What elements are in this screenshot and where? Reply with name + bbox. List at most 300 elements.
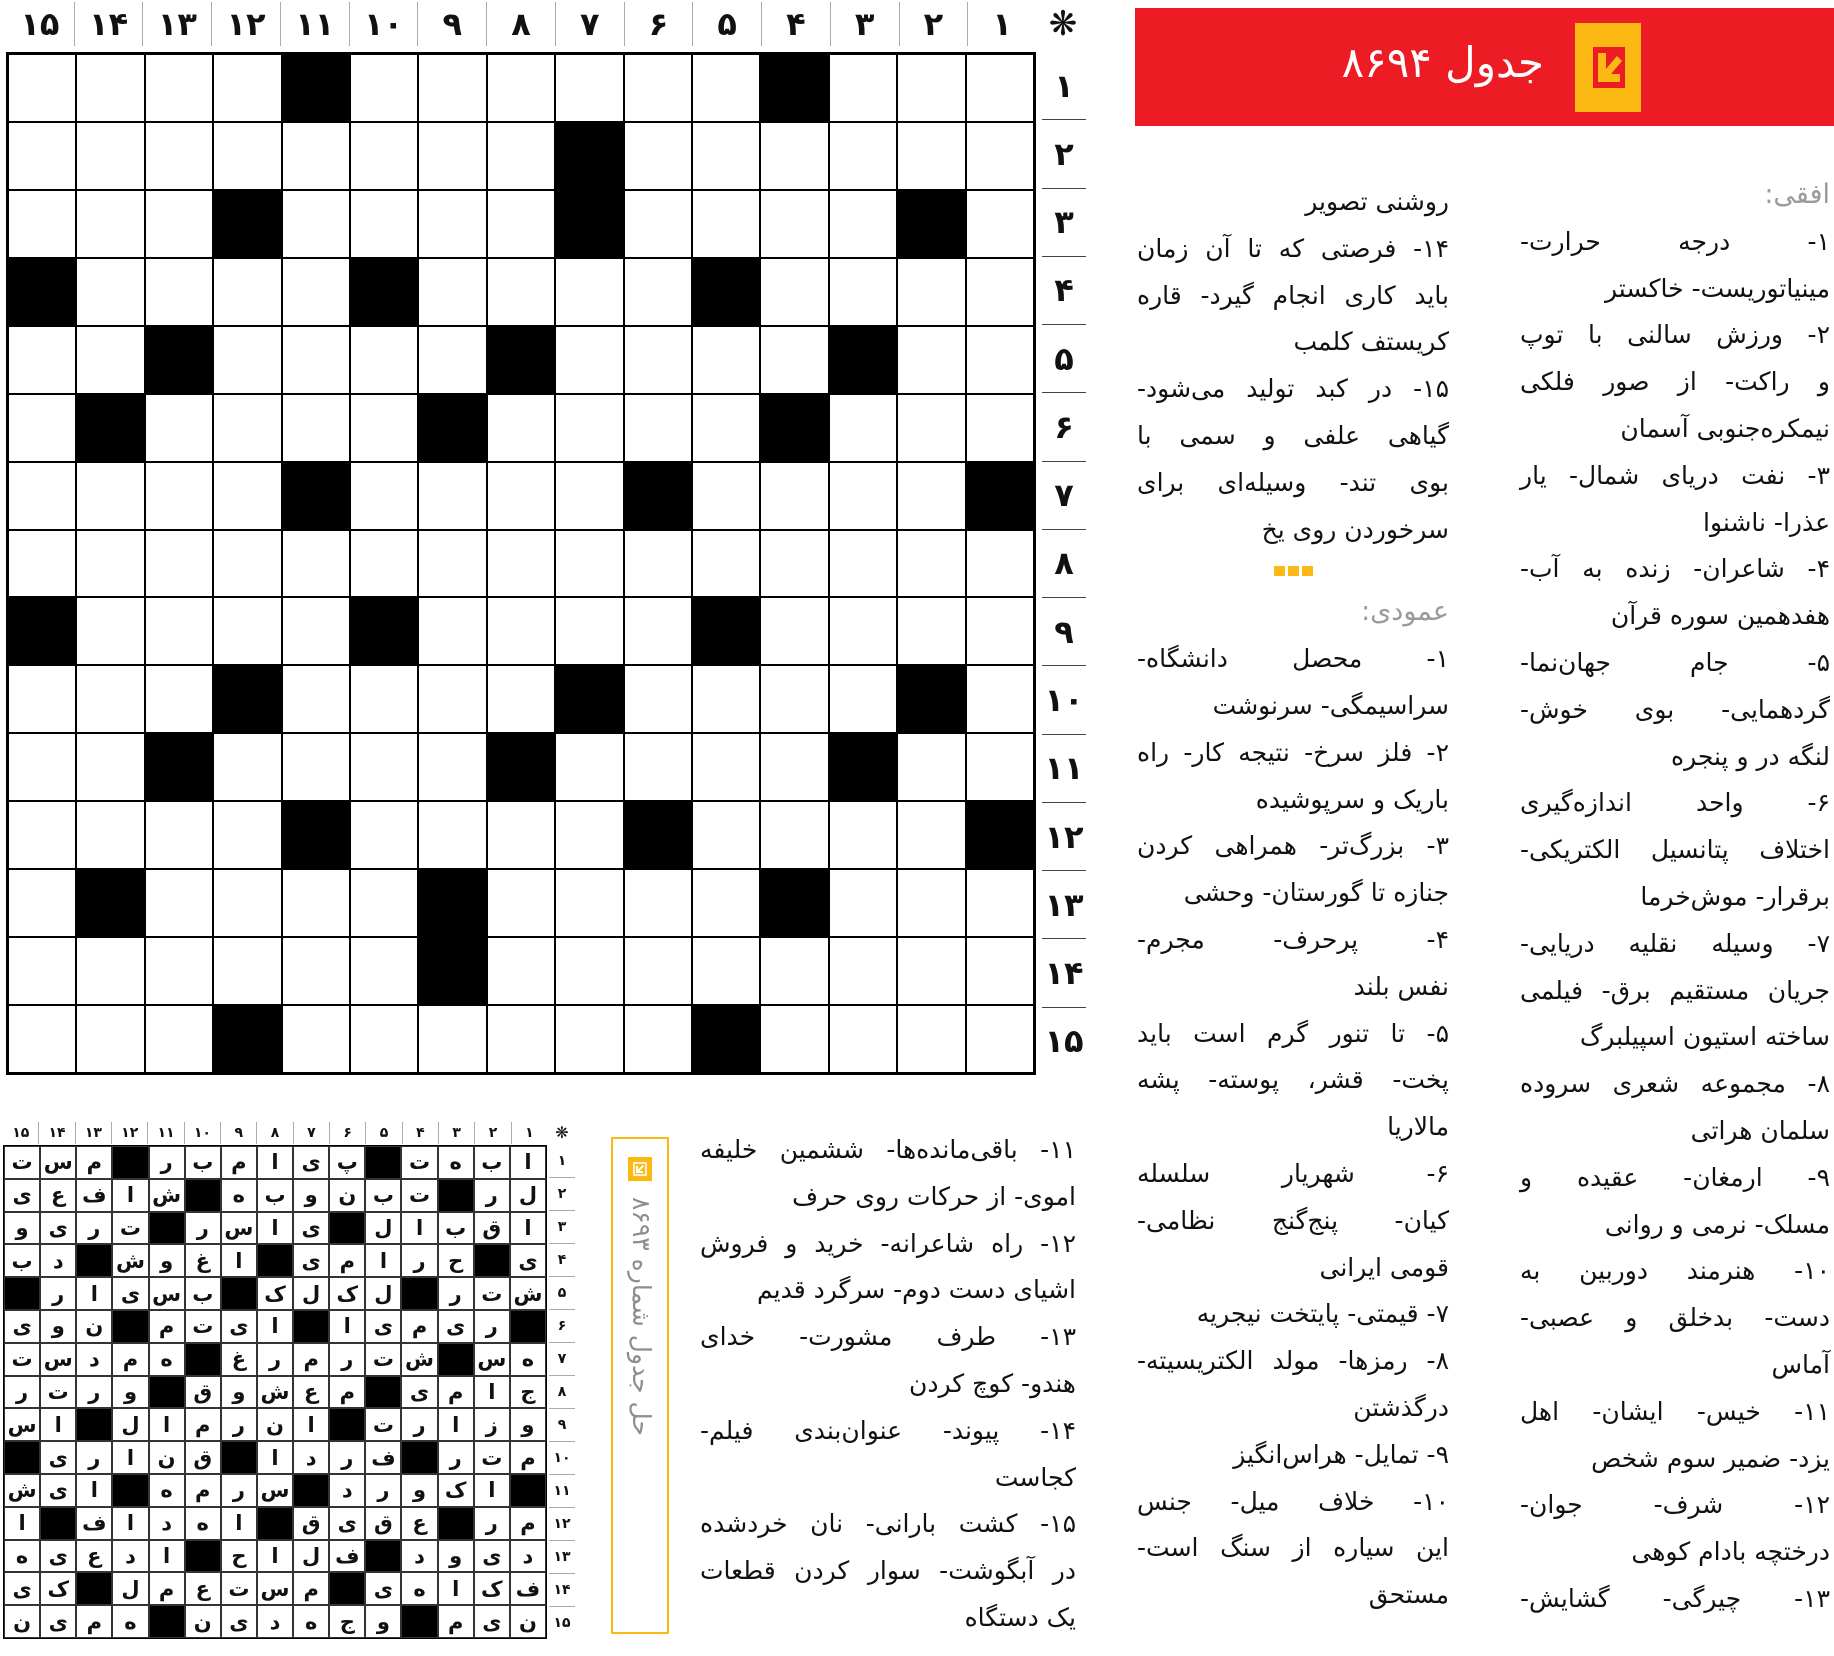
solution-cell: ب (257, 1179, 293, 1212)
solution-cell: ج (329, 1605, 365, 1638)
grid-cell[interactable] (350, 733, 418, 801)
grid-cell[interactable] (213, 54, 281, 122)
grid-cell[interactable] (8, 937, 76, 1005)
grid-cell[interactable] (487, 801, 555, 869)
solution-cell: ع (40, 1179, 76, 1212)
grid-cell[interactable] (555, 937, 623, 1005)
grid-cell[interactable] (418, 733, 486, 801)
clue-line: ۸- مجموعه شعری سروده (1520, 1069, 1830, 1099)
grid-cell[interactable] (487, 597, 555, 665)
grid-cell[interactable] (487, 394, 555, 462)
grid-cell[interactable] (487, 122, 555, 190)
solution-cell: ا (510, 1212, 546, 1245)
black-cell (692, 1005, 760, 1073)
solution-cell: ر (4, 1376, 40, 1409)
solution-cell: ر (185, 1212, 221, 1245)
grid-cell[interactable] (8, 869, 76, 937)
clue-line: ۷- قیمتی- پایتخت نیجریه (1196, 1299, 1449, 1329)
grid-cell[interactable] (145, 869, 213, 937)
grid-cell[interactable] (8, 733, 76, 801)
black-cell (282, 801, 350, 869)
grid-cell[interactable] (145, 54, 213, 122)
grid-cell[interactable] (692, 54, 760, 122)
grid-cell[interactable] (829, 530, 897, 598)
solution-cell: غ (221, 1343, 257, 1376)
grid-cell[interactable] (624, 937, 692, 1005)
grid-cell[interactable] (487, 530, 555, 598)
black-cell (829, 326, 897, 394)
grid-cell[interactable] (692, 122, 760, 190)
grid-cell[interactable] (760, 530, 828, 598)
grid-cell[interactable] (829, 869, 897, 937)
solution-cell: ر (401, 1408, 437, 1441)
grid-cell[interactable] (555, 733, 623, 801)
solution-cell: ر (76, 1441, 112, 1474)
grid-cell[interactable] (418, 597, 486, 665)
clue-line: ۳- بزرگ‌تر- همراهی کردن (1137, 831, 1449, 861)
grid-cell[interactable] (418, 665, 486, 733)
solution-cell: م (438, 1376, 474, 1409)
grid-cell[interactable] (555, 530, 623, 598)
clue-line: جنازه تا گورستان- وحشی (1183, 878, 1449, 908)
grid-cell[interactable] (829, 394, 897, 462)
grid-cell[interactable] (350, 190, 418, 258)
black-cell (401, 1605, 437, 1638)
grid-cell[interactable] (145, 258, 213, 326)
grid-cell[interactable] (8, 801, 76, 869)
grid-cell[interactable] (692, 937, 760, 1005)
grid-cell[interactable] (418, 190, 486, 258)
solution-cell: ن (185, 1605, 221, 1638)
grid-cell[interactable] (624, 258, 692, 326)
black-cell (510, 1474, 546, 1507)
column-number: ۷ (555, 2, 624, 46)
grid-cell[interactable] (213, 937, 281, 1005)
grid-cell[interactable] (829, 801, 897, 869)
grid-cell[interactable] (213, 801, 281, 869)
solution-cell: ا (329, 1310, 365, 1343)
grid-cell[interactable] (76, 326, 144, 394)
solution-cell: د (510, 1540, 546, 1573)
grid-cell[interactable] (282, 937, 350, 1005)
column-number: ۸ (256, 1122, 292, 1144)
column-number: ۱۲ (211, 2, 280, 46)
grid-cell[interactable] (145, 597, 213, 665)
solution-cell: د (401, 1540, 437, 1573)
solution-cell: ش (4, 1474, 40, 1507)
grid-cell[interactable] (8, 394, 76, 462)
grid-cell[interactable] (829, 190, 897, 258)
grid-cell[interactable] (76, 530, 144, 598)
grid-cell[interactable] (350, 801, 418, 869)
separator-square (1288, 566, 1299, 576)
grid-cell[interactable] (145, 122, 213, 190)
black-cell (760, 394, 828, 462)
black-cell (418, 394, 486, 462)
column-number: ۳ (438, 1122, 474, 1144)
grid-cell[interactable] (897, 1005, 965, 1073)
solution-cell: ت (112, 1212, 148, 1245)
grid-cell[interactable] (897, 394, 965, 462)
grid-cell[interactable] (966, 733, 1034, 801)
grid-cell[interactable] (966, 530, 1034, 598)
solution-cell: ا (149, 1408, 185, 1441)
grid-cell[interactable] (829, 665, 897, 733)
grid-cell[interactable] (966, 258, 1034, 326)
grid-cell[interactable] (282, 665, 350, 733)
grid-cell[interactable] (897, 462, 965, 530)
grid-cell[interactable] (555, 801, 623, 869)
grid-cell[interactable] (555, 462, 623, 530)
solution-cell: ع (76, 1540, 112, 1573)
grid-cell[interactable] (418, 122, 486, 190)
grid-cell[interactable] (555, 597, 623, 665)
grid-cell[interactable] (350, 394, 418, 462)
black-cell (829, 733, 897, 801)
grid-cell[interactable] (555, 394, 623, 462)
column-number: ۴ (761, 2, 830, 46)
grid-cell[interactable] (760, 665, 828, 733)
grid-cell[interactable] (213, 258, 281, 326)
black-cell (401, 1277, 437, 1310)
grid-cell[interactable] (829, 937, 897, 1005)
solution-cell: ک (474, 1572, 510, 1605)
grid-cell[interactable] (487, 258, 555, 326)
grid-cell[interactable] (282, 869, 350, 937)
grid-cell[interactable] (829, 597, 897, 665)
grid-cell[interactable] (555, 1005, 623, 1073)
solution-cell: م (438, 1605, 474, 1638)
grid-cell[interactable] (897, 801, 965, 869)
grid-cell[interactable] (897, 597, 965, 665)
grid-cell[interactable] (555, 326, 623, 394)
grid-column-numbers (6, 2, 1036, 46)
grid-cell[interactable] (966, 937, 1034, 1005)
grid-cell[interactable] (418, 54, 486, 122)
grid-cell[interactable] (624, 54, 692, 122)
grid-cell[interactable] (624, 1005, 692, 1073)
grid-cell[interactable] (76, 54, 144, 122)
grid-cell[interactable] (692, 530, 760, 598)
grid-cell[interactable] (692, 462, 760, 530)
grid-cell[interactable] (829, 54, 897, 122)
grid-cell[interactable] (897, 122, 965, 190)
grid-cell[interactable] (624, 326, 692, 394)
clues-column-bottom (700, 1127, 1076, 1642)
grid-cell[interactable] (897, 869, 965, 937)
grid-cell[interactable] (76, 462, 144, 530)
grid-cell[interactable] (966, 54, 1034, 122)
solution-cell: س (149, 1277, 185, 1310)
row-number: ۱۲ (1042, 803, 1086, 871)
grid-cell[interactable] (8, 122, 76, 190)
grid-cell[interactable] (624, 869, 692, 937)
black-cell (418, 937, 486, 1005)
row-number: ۹ (1042, 598, 1086, 666)
solution-cell: ی (365, 1310, 401, 1343)
grid-cell[interactable] (282, 530, 350, 598)
grid-cell[interactable] (350, 937, 418, 1005)
grid-cell[interactable] (692, 190, 760, 258)
clue-line: سلمان هراتی (1690, 1115, 1830, 1145)
solution-cell: د (149, 1507, 185, 1540)
grid-cell[interactable] (145, 801, 213, 869)
grid-cell[interactable] (487, 54, 555, 122)
clue-line: ۱۰- هنرمند دوربین به (1520, 1256, 1830, 1286)
grid-cell[interactable] (145, 937, 213, 1005)
grid-cell[interactable] (829, 462, 897, 530)
grid-cell[interactable] (76, 258, 144, 326)
grid-cell[interactable] (418, 258, 486, 326)
solution-cell: م (185, 1474, 221, 1507)
solution-cell: س (474, 1343, 510, 1376)
solution-cell: ی (4, 1179, 40, 1212)
grid-cell[interactable] (487, 462, 555, 530)
grid-cell[interactable] (418, 801, 486, 869)
grid-cell[interactable] (418, 462, 486, 530)
solution-cell: ا (221, 1507, 257, 1540)
grid-cell[interactable] (282, 733, 350, 801)
grid-cell[interactable] (966, 1005, 1034, 1073)
grid-cell[interactable] (897, 937, 965, 1005)
grid-cell[interactable] (487, 937, 555, 1005)
grid-cell[interactable] (8, 326, 76, 394)
grid-cell[interactable] (8, 190, 76, 258)
grid-cell[interactable] (145, 462, 213, 530)
grid-cell[interactable] (966, 597, 1034, 665)
grid-cell[interactable] (213, 394, 281, 462)
grid-cell[interactable] (350, 530, 418, 598)
solution-cell: م (76, 1605, 112, 1638)
grid-cell[interactable] (350, 1005, 418, 1073)
grid-cell[interactable] (350, 462, 418, 530)
solution-cell: ه (149, 1474, 185, 1507)
solution-cell: ت (4, 1343, 40, 1376)
grid-cell[interactable] (760, 462, 828, 530)
grid-cell[interactable] (76, 665, 144, 733)
grid-cell[interactable] (966, 122, 1034, 190)
black-cell (185, 1179, 221, 1212)
clue-line: این سیاره از سنگ است- (1137, 1533, 1449, 1563)
grid-cell[interactable] (897, 733, 965, 801)
grid-cell[interactable] (282, 190, 350, 258)
grid-cell[interactable] (829, 258, 897, 326)
black-cell (350, 597, 418, 665)
grid-cell[interactable] (966, 394, 1034, 462)
grid-cell[interactable] (76, 801, 144, 869)
solution-cell: ف (76, 1507, 112, 1540)
grid-cell[interactable] (624, 530, 692, 598)
grid-cell[interactable] (760, 1005, 828, 1073)
grid-cell[interactable] (350, 54, 418, 122)
solution-cell: ق (185, 1441, 221, 1474)
grid-cell[interactable] (350, 869, 418, 937)
solution-cell: ی (40, 1540, 76, 1573)
grid-cell[interactable] (692, 801, 760, 869)
grid-cell[interactable] (487, 665, 555, 733)
solution-cell: ب (185, 1146, 221, 1179)
grid-cell[interactable] (145, 530, 213, 598)
row-number: ۳ (1042, 189, 1086, 257)
column-number: ۱۳ (142, 2, 211, 46)
grid-cell[interactable] (760, 733, 828, 801)
grid-cell[interactable] (760, 122, 828, 190)
solution-cell: ک (329, 1277, 365, 1310)
grid-cell[interactable] (213, 462, 281, 530)
row-number: ۶ (549, 1310, 575, 1343)
grid-cell[interactable] (760, 937, 828, 1005)
grid-cell[interactable] (76, 597, 144, 665)
grid-cell[interactable] (624, 665, 692, 733)
clue-line: یک دستگاه (964, 1602, 1076, 1632)
solution-cell: ن (76, 1310, 112, 1343)
grid-cell[interactable] (624, 122, 692, 190)
clue-line: اختلاف پتانسیل الکتریکی- (1520, 835, 1830, 865)
grid-cell[interactable] (76, 733, 144, 801)
grid-cell[interactable] (8, 1005, 76, 1073)
solution-cell: م (221, 1146, 257, 1179)
grid-cell[interactable] (555, 54, 623, 122)
solution-cell: ق (185, 1376, 221, 1409)
solution-cell: م (401, 1310, 437, 1343)
row-number: ۲ (1042, 120, 1086, 188)
grid-cell[interactable] (487, 869, 555, 937)
solution-cell: ش (401, 1343, 437, 1376)
black-cell (624, 801, 692, 869)
grid-cell[interactable] (213, 869, 281, 937)
black-cell (966, 801, 1034, 869)
grid-cell[interactable] (350, 665, 418, 733)
black-cell (76, 394, 144, 462)
grid-cell[interactable] (145, 665, 213, 733)
solution-cell: ا (257, 1540, 293, 1573)
clue-line: ۱۲- شرف- جوان- (1520, 1490, 1830, 1520)
grid-cell[interactable] (8, 462, 76, 530)
grid-cell[interactable] (624, 733, 692, 801)
solution-cell: م (329, 1376, 365, 1409)
grid-cell[interactable] (282, 394, 350, 462)
grid-cell[interactable] (966, 326, 1034, 394)
grid-cell[interactable] (555, 869, 623, 937)
grid-cell[interactable] (76, 190, 144, 258)
across-heading: افقی: (1764, 179, 1830, 210)
grid-cell[interactable] (966, 869, 1034, 937)
grid-cell[interactable] (76, 122, 144, 190)
grid-cell[interactable] (555, 258, 623, 326)
solution-cell: ر (40, 1277, 76, 1310)
grid-cell[interactable] (145, 190, 213, 258)
grid-cell[interactable] (966, 190, 1034, 258)
grid-cell[interactable] (624, 597, 692, 665)
grid-cell[interactable] (282, 326, 350, 394)
solution-cell: ا (149, 1540, 185, 1573)
grid-cell[interactable] (624, 394, 692, 462)
black-cell (487, 326, 555, 394)
grid-cell[interactable] (897, 54, 965, 122)
black-cell (76, 869, 144, 937)
solution-cell: ع (293, 1376, 329, 1409)
grid-cell[interactable] (692, 394, 760, 462)
grid-cell[interactable] (760, 801, 828, 869)
grid-cell[interactable] (282, 258, 350, 326)
grid-cell[interactable] (282, 597, 350, 665)
black-cell (76, 1572, 112, 1605)
solution-cell: ل (365, 1277, 401, 1310)
grid-cell[interactable] (692, 326, 760, 394)
grid-cell[interactable] (350, 122, 418, 190)
grid-cell[interactable] (692, 665, 760, 733)
solution-cell: س (4, 1408, 40, 1441)
grid-cell[interactable] (145, 394, 213, 462)
grid-cell[interactable] (418, 1005, 486, 1073)
solution-cell: ق (365, 1507, 401, 1540)
grid-cell[interactable] (692, 733, 760, 801)
grid-cell[interactable] (213, 530, 281, 598)
grid-cell[interactable] (350, 326, 418, 394)
grid-row-numbers (1042, 52, 1086, 1075)
grid-cell[interactable] (8, 665, 76, 733)
grid-cell[interactable] (418, 326, 486, 394)
solution-cell: ی (293, 1212, 329, 1245)
clue-line: درختچه بادام کوهی (1631, 1537, 1830, 1567)
grid-cell[interactable] (213, 122, 281, 190)
grid-cell[interactable] (145, 1005, 213, 1073)
grid-cell[interactable] (8, 54, 76, 122)
clue-line: ۲- ورزش سالنی با توپ (1520, 320, 1830, 350)
solution-cell: ا (221, 1244, 257, 1277)
grid-cell[interactable] (829, 122, 897, 190)
grid-cell[interactable] (213, 597, 281, 665)
grid-cell[interactable] (213, 733, 281, 801)
solution-cell: ر (329, 1343, 365, 1376)
solution-cell: د (76, 1343, 112, 1376)
grid-cell[interactable] (76, 937, 144, 1005)
grid-cell[interactable] (487, 1005, 555, 1073)
grid-cell[interactable] (624, 190, 692, 258)
clue-line: لنگه در و پنجره (1670, 741, 1830, 771)
grid-cell[interactable] (692, 869, 760, 937)
black-cell (282, 462, 350, 530)
black-cell (76, 1408, 112, 1441)
grid-cell[interactable] (966, 665, 1034, 733)
grid-cell[interactable] (897, 530, 965, 598)
solution-cell: ر (76, 1212, 112, 1245)
grid-cell[interactable] (487, 190, 555, 258)
grid-cell[interactable] (760, 190, 828, 258)
row-number: ۴ (1042, 257, 1086, 325)
grid-cell[interactable] (897, 326, 965, 394)
solution-cell: ح (221, 1540, 257, 1573)
grid-cell[interactable] (282, 122, 350, 190)
grid-cell[interactable] (760, 258, 828, 326)
grid-cell[interactable] (418, 530, 486, 598)
grid-cell[interactable] (897, 258, 965, 326)
grid-cell[interactable] (829, 1005, 897, 1073)
row-number: ۶ (1042, 393, 1086, 461)
grid-cell[interactable] (76, 1005, 144, 1073)
clue-line: جریان مستقیم برق- فیلمی (1520, 975, 1830, 1005)
solution-cell: ت (221, 1572, 257, 1605)
solution-cell: ت (474, 1441, 510, 1474)
column-number: ۱۰ (349, 2, 418, 46)
solution-cell: ل (365, 1212, 401, 1245)
grid-cell[interactable] (8, 530, 76, 598)
grid-cell[interactable] (213, 326, 281, 394)
grid-cell[interactable] (760, 597, 828, 665)
grid-cell[interactable] (760, 326, 828, 394)
grid-cell[interactable] (282, 1005, 350, 1073)
black-cell (487, 733, 555, 801)
